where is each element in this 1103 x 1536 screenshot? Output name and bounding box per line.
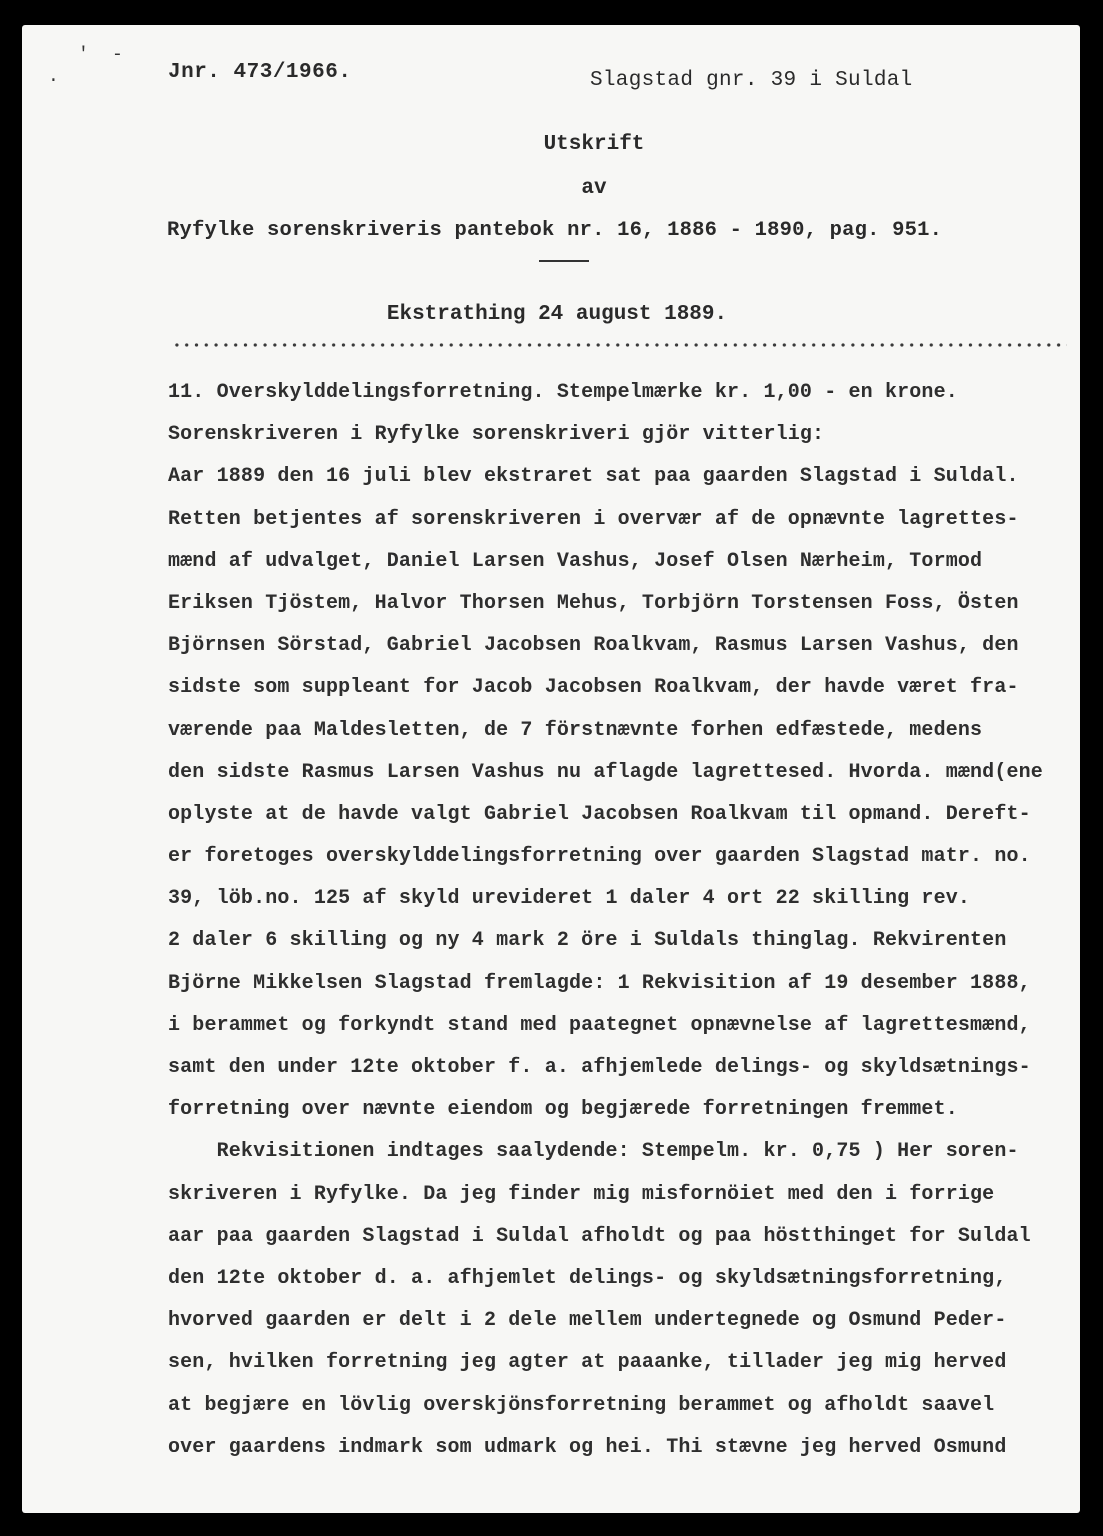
text-line: oplyste at de havde valgt Gabriel Jacobsen Roalkvam til opmand. Dereft- [168,802,1031,826]
text-line: Eriksen Tjöstem, Halvor Thorsen Mehus, Torbjörn Torstensen Foss, Östen [168,591,1019,615]
text-line: mænd af udvalget, Daniel Larsen Vashus, Josef Olsen Nærheim, Tormod [168,549,983,573]
text-line: værende paa Maldesletten, de 7 förstnævnte forhen edfæstede, medens [168,718,983,742]
text-line: Retten betjentes af sorenskriveren i overvær af de opnævnte lagrettes- [168,507,1019,531]
text-line: i berammet og forkyndt stand med paategnet opnævnelse af lagrettesmænd, [168,1013,1031,1037]
title-divider [539,260,589,262]
document-page [22,25,1080,1513]
text-line: at begjære en lövlig overskjönsforretning berammet og afholdt saavel [168,1393,995,1417]
dotted-separator [172,343,1067,347]
text-line: sidste som suppleant for Jacob Jacobsen Roalkvam, der havde været fra- [168,676,1019,700]
text-line: samt den under 12te oktober f. a. afhjemlede delings- og skyldsætnings- [168,1056,1031,1079]
text-line: Björnsen Sörstad, Gabriel Jacobsen Roalkvam, Rasmus Larsen Vashus, den [168,634,1019,658]
journal-number: Jnr. 473/1966. [168,61,352,84]
document-body [168,372,1078,1469]
text-line: Rekvisitionen indtages saalydende: Stempelm. kr. 0,75 ) Her soren- [168,1140,1019,1164]
text-line: skriveren i Ryfylke. Da jeg finder mig misfornöiet med den i forrige [168,1182,995,1206]
text-line: Aar 1889 den 16 juli blev ekstraret sat paa gaarden Slagstad i Suldal. [168,465,1019,489]
text-line: hvorved gaarden er delt i 2 dele mellem undertegnede og Osmund Peder- [168,1309,1007,1333]
text-line: Björne Mikkelsen Slagstad fremlagde: 1 Rekvisition af 19 desember 1888, [168,971,1031,995]
text-line: 2 daler 6 skilling og ny 4 mark 2 öre i Suldals thinglag. Rekvirenten [168,929,1007,953]
document-title: Utskrift [543,133,645,156]
punch-mark: ' [78,45,89,65]
punch-mark: - [112,45,123,65]
text-line: den sidste Rasmus Larsen Vashus nu aflagde lagrettesed. Hvorda. mænd(ene [168,760,1043,784]
text-line: er foretoges overskylddelingsforretning over gaarden Slagstad matr. no. [168,845,1031,869]
text-line: Sorenskriveren i Ryfylke sorenskriveri gjör vitterlig: [168,423,825,447]
text-line: forretning over nævnte eiendom og begjærede forretningen fremmet. [168,1098,958,1122]
text-line: over gaardens indmark som udmark og hei. Thi stævne jeg herved Osmund [168,1435,1007,1459]
title-connector: av [581,177,607,200]
session-heading: Ekstrathing 24 august 1889. [386,303,728,326]
property-reference: Slagstad gnr. 39 i Suldal [590,69,913,92]
punch-mark: · [48,71,59,91]
text-line: sen, hvilken forretning jeg agter at paaanke, tillader jeg mig herved [168,1351,1007,1375]
text-line: 39, löb.no. 125 af skyld urevideret 1 daler 4 ort 22 skilling rev. [168,887,971,911]
text-line: aar paa gaarden Slagstad i Suldal afholdt og paa höstthinget for Suldal [168,1224,1031,1248]
text-line: den 12te oktober d. a. afhjemlet delings- og skyldsætningsforretning, [168,1266,1007,1290]
source-reference: Ryfylke sorenskriveris pantebok nr. 16, 1886 - 1890, pag. 951. [167,219,943,242]
text-line: 11. Overskylddelingsforretning. Stempelmærke kr. 1,00 - en krone. [168,381,958,404]
